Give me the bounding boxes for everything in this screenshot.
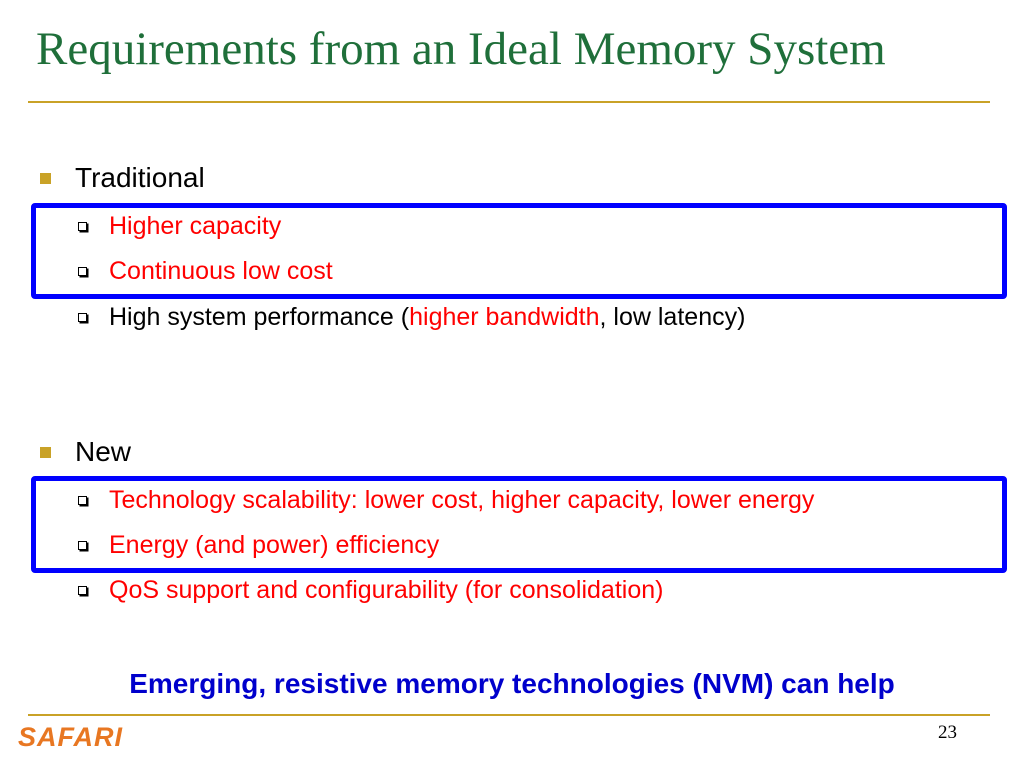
safari-logo: SAFARI (18, 722, 124, 752)
slide-title: Requirements from an Ideal Memory System (36, 23, 886, 75)
list-item-text-prefix: High system performance ( (109, 303, 410, 331)
section-heading-traditional (40, 162, 205, 194)
section-heading-label: Traditional (75, 162, 205, 193)
list-item-high-system-performance (78, 303, 745, 332)
highlight-box-traditional (31, 203, 1007, 299)
list-item-text: Higher capacity (109, 212, 282, 240)
page-number: 23 (938, 722, 957, 743)
list-item-text: Technology scalability: lower cost, higher capacity, lower energy (109, 486, 815, 514)
hollow-square-bullet-icon (78, 313, 87, 322)
list-item-qos-support (78, 576, 663, 605)
list-item-text: Energy (and power) efficiency (109, 531, 440, 559)
highlight-box-new (31, 476, 1007, 573)
section-heading-label: New (75, 436, 132, 467)
hollow-square-bullet-icon (78, 586, 87, 595)
square-bullet-icon (40, 173, 51, 184)
section-heading-new (40, 436, 131, 468)
list-item-text: Continuous low cost (109, 257, 333, 285)
list-item-text-suffix: , low latency) (599, 303, 746, 331)
square-bullet-icon (40, 447, 51, 458)
list-item-text-highlight: higher bandwidth (409, 303, 600, 331)
callout-text: Emerging, resistive memory technologies (NVM) can help (129, 668, 895, 699)
list-item-text: QoS support and configurability (for consolidation) (109, 576, 664, 604)
title-divider (28, 101, 990, 103)
footer-divider (28, 714, 990, 716)
